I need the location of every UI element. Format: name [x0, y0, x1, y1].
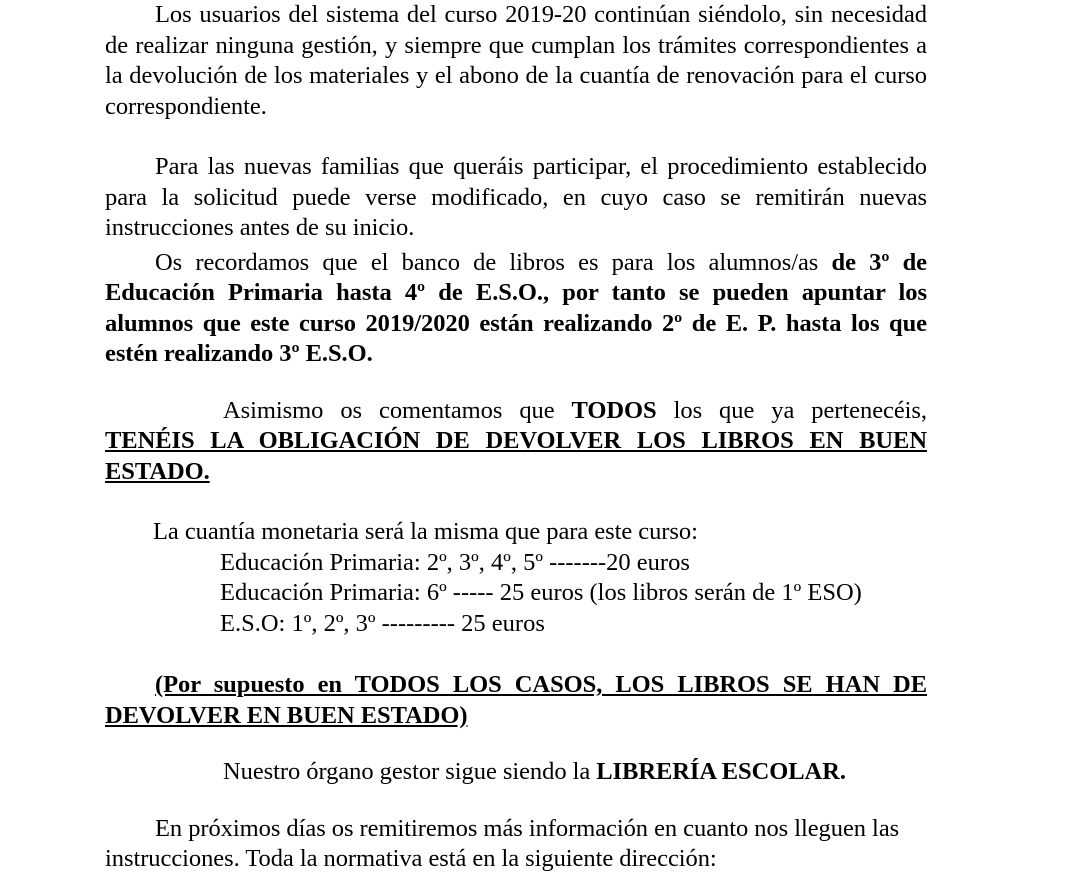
paragraph-continuing-users — [105, 0, 927, 122]
paragraph-eligible-grades — [105, 248, 927, 370]
paragraph-new-families — [105, 152, 927, 244]
paragraph-upcoming-info — [105, 814, 927, 875]
paragraph-text-middle: los que ya pertenecéis, — [656, 396, 927, 424]
paragraph-all-cases-notice — [105, 669, 927, 731]
paragraph-fee-intro — [105, 517, 927, 548]
paragraph-text: Los usuarios del sistema del curso 2019-20 continúan siéndolo, sin necesidad de realizar ninguna gestión, y siempre que cumplan los trámites correspondientes a la devolución de los materiales y el abono de la cuantía de renovación para el curso correspondiente. — [105, 1, 927, 120]
paragraph-managing-body — [105, 757, 927, 788]
price-list — [220, 548, 927, 640]
emphasis-libreria-escolar: LIBRERÍA ESCOLAR. — [596, 758, 846, 785]
emphasis-all-cases-underlined: (Por supuesto en TODOS LOS CASOS, LOS LIBROS SE HAN DE DEVOLVER EN BUEN ESTADO) — [105, 671, 927, 729]
paragraph-return-obligation — [105, 396, 927, 488]
paragraph-text: Para las nuevas familias que queráis participar, el procedimiento establecido para la solicitud puede verse modificado, en cuyo caso se remitirán nuevas instrucciones antes de su inicio. — [105, 153, 927, 241]
paragraph-text-lead: Asimismo os comentamos que — [223, 396, 572, 424]
paragraph-text-lead: Os recordamos que el banco de libros es para los alumnos/as — [155, 248, 832, 276]
paragraph-text-lead: Nuestro órgano gestor sigue siendo la — [223, 758, 597, 785]
paragraph-text-emphasis: de 3º de Educación Primaria hasta 4º de E.S.O., por tanto se pueden apuntar los alumnos que este curso 2019/2020 están realizando 2º de E. P. hasta los que estén realizando 3º E.S.O. — [105, 248, 928, 367]
emphasis-todos: TODOS — [571, 396, 657, 424]
emphasis-obligation-underlined: TENÉIS LA OBLIGACIÓN DE DEVOLVER LOS LIBROS EN BUEN ESTADO. — [105, 427, 927, 485]
list-item: Educación Primaria: 2º, 3º, 4º, 5º -------20 euros — [220, 548, 690, 576]
paragraph-text: La cuantía monetaria será la misma que para este curso: — [153, 518, 698, 545]
list-item: Educación Primaria: 6º ----- 25 euros (los libros serán de 1º ESO) — [220, 579, 862, 606]
document-body — [105, 0, 927, 875]
paragraph-text: En próximos días os remitiremos más información en cuanto nos lleguen las instrucciones. Toda la normativa está en la siguiente dirección: — [105, 814, 900, 872]
list-item: E.S.O: 1º, 2º, 3º --------- 25 euros — [220, 609, 545, 637]
